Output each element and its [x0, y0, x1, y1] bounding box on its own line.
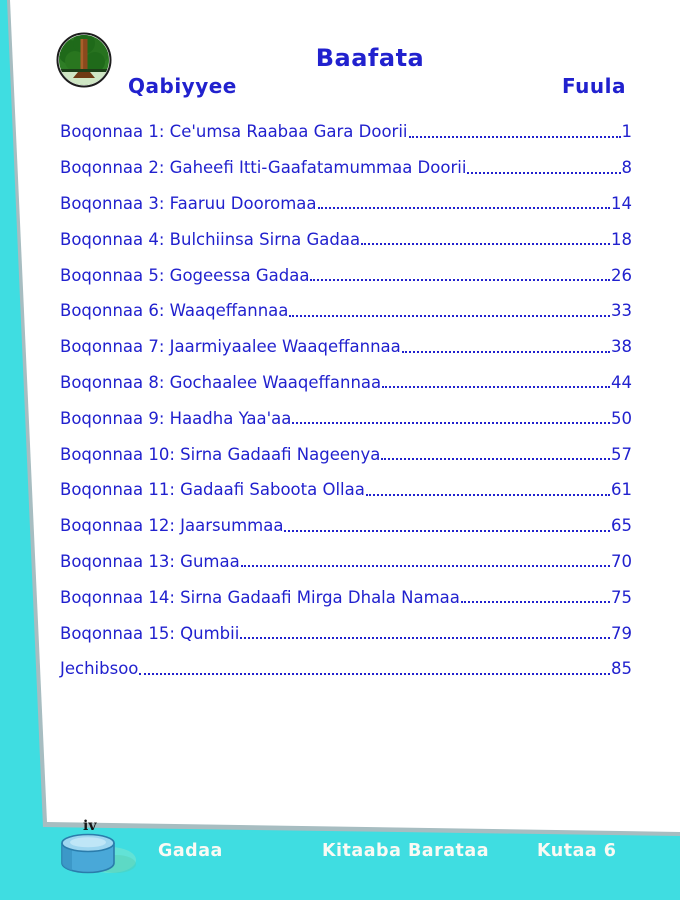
- toc-entry-label: Boqonnaa 7: Jaarmiyaalee Waaqeffannaa: [60, 337, 401, 357]
- cylinder-3d-icon: [54, 830, 140, 880]
- toc-dot-leader: [284, 530, 610, 532]
- toc-entry-label: Boqonnaa 2: Gaheefi Itti-Gaafatamummaa Doorii: [60, 158, 467, 178]
- toc-entry-page: 50: [611, 408, 632, 428]
- toc-dot-leader: [310, 279, 610, 281]
- toc-entry-page: 14: [611, 193, 632, 213]
- page-title: Baafata: [315, 44, 425, 72]
- toc-dot-leader: [292, 422, 610, 424]
- toc-entry-page: 70: [611, 551, 632, 571]
- toc-entry-label: Boqonnaa 8: Gochaalee Waaqeffannaa: [60, 372, 382, 392]
- toc-dot-leader: [402, 351, 610, 353]
- toc-dot-leader: [409, 136, 621, 138]
- footer-left-label: Gadaa: [158, 841, 223, 861]
- toc-entry-label: Jechibsoo: [60, 659, 139, 679]
- toc-entry-page: 44: [611, 372, 632, 392]
- toc-entry-page: 18: [611, 229, 632, 249]
- toc-entry: [60, 186, 632, 222]
- toc-entry-page: 57: [611, 444, 632, 464]
- toc-entry-page: 1: [621, 122, 632, 142]
- toc-entry-label: Boqonnaa 15: Qumbii: [60, 623, 240, 643]
- toc-entry: [60, 221, 632, 257]
- toc-entry-page: 61: [611, 480, 632, 500]
- toc-entry-label: Boqonnaa 9: Haadha Yaa'aa: [60, 408, 292, 428]
- toc-entry-label: Boqonnaa 14: Sirna Gadaafi Mirga Dhala Namaa: [60, 587, 460, 607]
- toc-entry-label: Boqonnaa 10: Sirna Gadaafi Nageenya: [60, 444, 381, 464]
- toc-entry-page: 65: [611, 516, 632, 536]
- toc-entry-page: 26: [611, 265, 632, 285]
- footer-roman-page-number: iv: [83, 818, 97, 834]
- toc-entry: [60, 293, 632, 329]
- toc-dot-leader: [381, 458, 610, 460]
- toc-list: [60, 114, 632, 687]
- toc-entry-page: 8: [621, 158, 632, 178]
- toc-entry: [60, 400, 632, 436]
- toc-entry: [60, 651, 632, 687]
- toc-entry: [60, 579, 632, 615]
- toc-entry-page: 79: [611, 623, 632, 643]
- column-header-content: Qabiyyee: [128, 74, 237, 98]
- toc-entry: [60, 615, 632, 651]
- toc-dot-leader: [318, 207, 610, 209]
- footer-center-label: Kitaaba Barataa: [322, 841, 490, 861]
- column-header-page: Fuula: [562, 74, 626, 98]
- toc-dot-leader: [240, 637, 610, 639]
- toc-dot-leader: [361, 243, 610, 245]
- toc-entry: [60, 329, 632, 365]
- toc-entry-label: Boqonnaa 13: Gumaa: [60, 551, 240, 571]
- toc-dot-leader: [382, 386, 610, 388]
- toc-dot-leader: [467, 172, 620, 174]
- toc-entry: [60, 257, 632, 293]
- toc-entry: [60, 508, 632, 544]
- toc-entry-label: Boqonnaa 5: Gogeessa Gadaa: [60, 265, 310, 285]
- toc-entry: [60, 472, 632, 508]
- toc-dot-leader: [139, 673, 610, 675]
- toc-entry: [60, 150, 632, 186]
- toc-dot-leader: [366, 494, 610, 496]
- toc-dot-leader: [241, 565, 610, 567]
- toc-entry: [60, 365, 632, 401]
- toc-entry-label: Boqonnaa 6: Waaqeffannaa: [60, 301, 289, 321]
- toc-dot-leader: [289, 315, 610, 317]
- footer-right-label: Kutaa 6: [537, 841, 617, 861]
- toc-dot-leader: [461, 601, 610, 603]
- toc-entry: [60, 436, 632, 472]
- toc-entry-label: Boqonnaa 3: Faaruu Dooromaa: [60, 193, 317, 213]
- toc-entry-page: 75: [611, 587, 632, 607]
- toc-entry-label: Boqonnaa 1: Ce'umsa Raabaa Gara Doorii: [60, 122, 408, 142]
- toc-entry-label: Boqonnaa 12: Jaarsummaa: [60, 516, 284, 536]
- tree-logo-icon: [55, 31, 113, 89]
- toc-entry-page: 85: [611, 659, 632, 679]
- toc-entry: [60, 544, 632, 580]
- toc-entry-page: 33: [611, 301, 632, 321]
- toc-entry-page: 38: [611, 337, 632, 357]
- toc-entry-label: Boqonnaa 4: Bulchiinsa Sirna Gadaa: [60, 229, 361, 249]
- toc-entry: [60, 114, 632, 150]
- toc-entry-label: Boqonnaa 11: Gadaafi Saboota Ollaa: [60, 480, 365, 500]
